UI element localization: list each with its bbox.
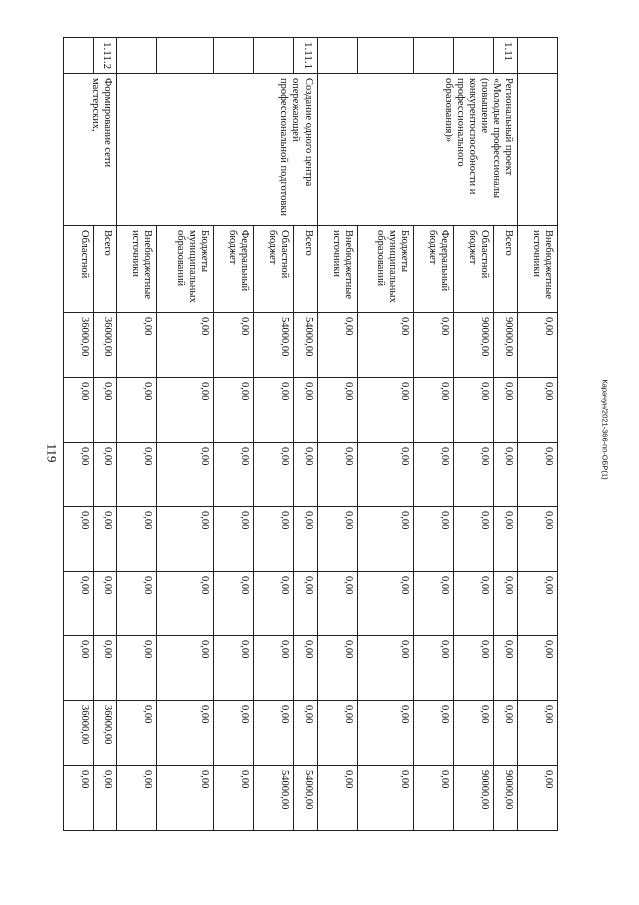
value-cell: 0,00: [414, 443, 454, 507]
row-code: [414, 38, 454, 74]
row-code: 1.11.1: [293, 38, 317, 74]
row-code: [253, 38, 293, 74]
document-reference: Карачун/2021-366-пп-ОБР(1): [600, 379, 610, 480]
value-cell: 54000,00: [253, 766, 293, 831]
value-cell: 0,00: [494, 507, 518, 572]
row-source: Всего: [293, 226, 317, 313]
value-cell: 0,00: [517, 572, 557, 636]
value-cell: 0,00: [317, 766, 357, 831]
value-cell: 0,00: [357, 507, 414, 572]
row-source: Областной: [64, 226, 94, 313]
value-cell: 0,00: [454, 378, 494, 443]
value-cell: 0,00: [454, 507, 494, 572]
budget-table: [63, 37, 558, 831]
value-cell: 0,00: [494, 701, 518, 766]
row-code: 1.11: [494, 38, 518, 74]
value-cell: 0,00: [64, 443, 94, 507]
value-cell: 0,00: [414, 636, 454, 701]
value-cell: 0,00: [293, 443, 317, 507]
value-cell: 0,00: [117, 701, 157, 766]
value-cell: 0,00: [117, 636, 157, 701]
value-cell: 36000,00: [64, 313, 94, 378]
value-cell: 90000,00: [454, 313, 494, 378]
value-cell: 36000,00: [93, 701, 117, 766]
row-code: [454, 38, 494, 74]
row-source: Бюджеты муниципальных образований: [357, 226, 414, 313]
value-cell: 0,00: [517, 313, 557, 378]
value-cell: 54000,00: [253, 313, 293, 378]
value-cell: 0,00: [357, 636, 414, 701]
row-source: Федеральный бюджет: [414, 226, 454, 313]
value-cell: 0,00: [64, 572, 94, 636]
value-cell: 0,00: [93, 443, 117, 507]
table-row: [93, 38, 117, 831]
value-cell: 0,00: [357, 572, 414, 636]
table-rotator: [63, 37, 558, 830]
value-cell: 0,00: [64, 636, 94, 701]
value-cell: 0,00: [454, 701, 494, 766]
value-cell: 0,00: [93, 766, 117, 831]
value-cell: 0,00: [517, 636, 557, 701]
value-cell: 0,00: [357, 313, 414, 378]
value-cell: 0,00: [317, 636, 357, 701]
value-cell: 0,00: [317, 443, 357, 507]
table-container: [63, 37, 558, 830]
value-cell: 0,00: [157, 636, 214, 701]
value-cell: 0,00: [157, 766, 214, 831]
value-cell: 0,00: [213, 313, 253, 378]
value-cell: 0,00: [213, 507, 253, 572]
value-cell: 0,00: [117, 313, 157, 378]
row-code: [213, 38, 253, 74]
row-source: Всего: [93, 226, 117, 313]
row-source: Внебюджетные источники: [117, 226, 157, 313]
value-cell: 54000,00: [293, 766, 317, 831]
value-cell: 0,00: [253, 572, 293, 636]
value-cell: 0,00: [293, 507, 317, 572]
row-name: Региональный проект «Молодые профессионалы (повышение конкурентоспособности и профессионального образования)»: [317, 74, 517, 226]
value-cell: 90000,00: [454, 766, 494, 831]
value-cell: 0,00: [293, 572, 317, 636]
row-code: [317, 38, 357, 74]
value-cell: 0,00: [213, 572, 253, 636]
value-cell: 0,00: [494, 572, 518, 636]
value-cell: 0,00: [64, 766, 94, 831]
value-cell: 0,00: [157, 378, 214, 443]
value-cell: 0,00: [117, 378, 157, 443]
value-cell: 0,00: [517, 766, 557, 831]
row-code: [117, 38, 157, 74]
value-cell: 0,00: [293, 636, 317, 701]
value-cell: 0,00: [517, 378, 557, 443]
value-cell: 0,00: [253, 378, 293, 443]
row-name: [517, 74, 557, 226]
value-cell: 0,00: [117, 443, 157, 507]
value-cell: 0,00: [357, 766, 414, 831]
value-cell: 0,00: [517, 507, 557, 572]
value-cell: 90000,00: [494, 766, 518, 831]
value-cell: 0,00: [213, 378, 253, 443]
table-row: [517, 38, 557, 831]
value-cell: 0,00: [357, 701, 414, 766]
value-cell: 0,00: [317, 572, 357, 636]
row-code: [357, 38, 414, 74]
page-number: 119: [44, 443, 60, 463]
value-cell: 0,00: [517, 443, 557, 507]
value-cell: 0,00: [64, 507, 94, 572]
value-cell: 0,00: [253, 636, 293, 701]
value-cell: 54000,00: [293, 313, 317, 378]
value-cell: 0,00: [293, 378, 317, 443]
value-cell: 0,00: [494, 378, 518, 443]
value-cell: 0,00: [64, 378, 94, 443]
value-cell: 0,00: [494, 636, 518, 701]
value-cell: 0,00: [157, 443, 214, 507]
row-code: [157, 38, 214, 74]
value-cell: 0,00: [414, 313, 454, 378]
value-cell: 0,00: [213, 766, 253, 831]
value-cell: 0,00: [157, 507, 214, 572]
row-code: [64, 38, 94, 74]
value-cell: 0,00: [93, 507, 117, 572]
row-source: Областной бюджет: [454, 226, 494, 313]
row-name: Формирование сети мастерских,: [64, 74, 117, 226]
row-source: Федеральный бюджет: [213, 226, 253, 313]
value-cell: 0,00: [414, 378, 454, 443]
value-cell: 0,00: [253, 701, 293, 766]
row-name: Создание одного центра опережающей профессиональной подготовки: [117, 74, 317, 226]
value-cell: 0,00: [93, 572, 117, 636]
row-source: Внебюджетные источники: [317, 226, 357, 313]
value-cell: 0,00: [157, 572, 214, 636]
row-source: Всего: [494, 226, 518, 313]
value-cell: 0,00: [117, 507, 157, 572]
table-row: [293, 38, 317, 831]
row-code: [517, 38, 557, 74]
value-cell: 36000,00: [93, 313, 117, 378]
value-cell: 0,00: [93, 378, 117, 443]
value-cell: 0,00: [454, 443, 494, 507]
value-cell: 0,00: [494, 443, 518, 507]
value-cell: 36000,00: [64, 701, 94, 766]
value-cell: 0,00: [157, 701, 214, 766]
value-cell: 0,00: [317, 313, 357, 378]
value-cell: 0,00: [213, 701, 253, 766]
value-cell: 0,00: [317, 507, 357, 572]
row-source: Внебюджетные источники: [517, 226, 557, 313]
value-cell: 0,00: [414, 507, 454, 572]
value-cell: 0,00: [253, 443, 293, 507]
value-cell: 0,00: [357, 443, 414, 507]
value-cell: 0,00: [317, 701, 357, 766]
value-cell: 0,00: [454, 572, 494, 636]
value-cell: 90000,00: [494, 313, 518, 378]
value-cell: 0,00: [253, 507, 293, 572]
value-cell: 0,00: [317, 378, 357, 443]
table-row: [494, 38, 518, 831]
value-cell: 0,00: [414, 701, 454, 766]
value-cell: 0,00: [157, 313, 214, 378]
value-cell: 0,00: [414, 572, 454, 636]
row-source: Бюджеты муниципальных образований: [157, 226, 214, 313]
value-cell: 0,00: [357, 378, 414, 443]
row-source: Областной бюджет: [253, 226, 293, 313]
value-cell: 0,00: [213, 443, 253, 507]
value-cell: 0,00: [93, 636, 117, 701]
value-cell: 0,00: [517, 701, 557, 766]
value-cell: 0,00: [117, 766, 157, 831]
value-cell: 0,00: [414, 766, 454, 831]
value-cell: 0,00: [213, 636, 253, 701]
value-cell: 0,00: [117, 572, 157, 636]
row-code: 1.11.2: [93, 38, 117, 74]
value-cell: 0,00: [454, 636, 494, 701]
value-cell: 0,00: [293, 701, 317, 766]
